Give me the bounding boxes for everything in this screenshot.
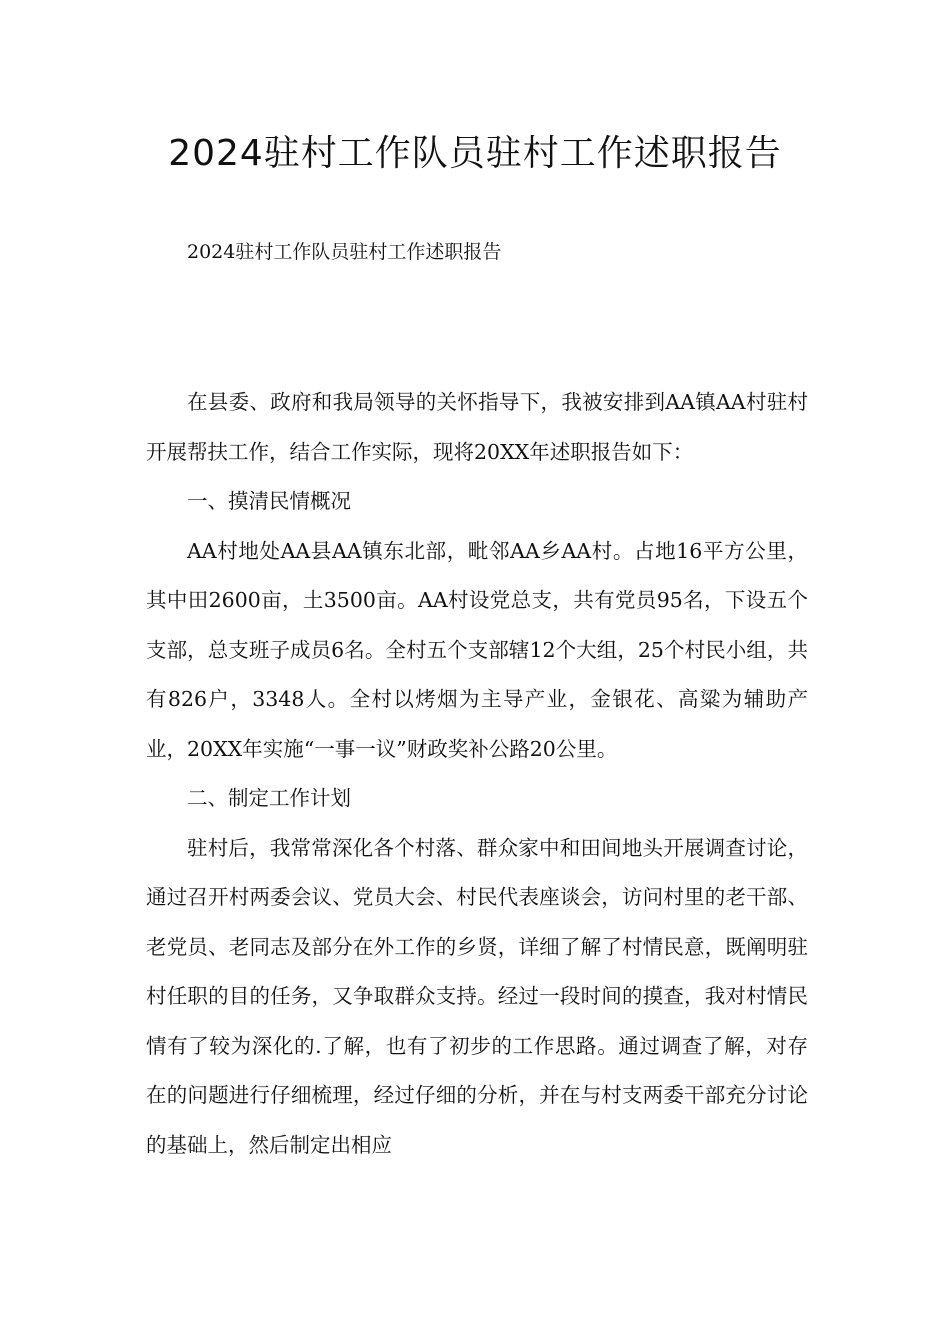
document-body	[146, 378, 808, 1170]
section-heading-2: 二、制定工作计划	[187, 786, 351, 810]
document-title: 2024驻村工作队员驻村工作述职报告	[168, 133, 782, 174]
section-1-paragraph: AA村地处AA县AA镇东北部，毗邻AA乡AA村。占地16平方公里，其中田2600亩，土3500亩。AA村设党总支，共有党员95名，下设五个支部，总支班子成员6名。全村五个支部辖12个大组，25个村民小组，共有826户，3348人。全村以烤烟为主导产业，金银花、高粱为辅助产业，20XX年实施“一事一议”财政奖补公路20公里。	[146, 538, 808, 761]
section-2-paragraph: 驻村后，我常常深化各个村落、群众家中和田间地头开展调查讨论，通过召开村两委会议、党员大会、村民代表座谈会，访问村里的老干部、老党员、老同志及部分在外工作的乡贤，详细了解了村情民意，既阐明驻村任职的目的任务，又争取群众支持。经过一段时间的摸查，我对村情民情有了较为深化的.了解，也有了初步的工作思路。通过调查了解，对存在的问题进行仔细梳理，经过仔细的分析，并在与村支两委干部充分讨论的基础上，然后制定出相应	[146, 835, 808, 1157]
section-heading-1: 一、摸清民情概况	[187, 489, 351, 513]
document-subtitle: 2024驻村工作队员驻村工作述职报告	[187, 241, 502, 263]
intro-paragraph: 在县委、政府和我局领导的关怀指导下，我被安排到AA镇AA村驻村开展帮扶工作，结合工作实际，现将20XX年述职报告如下：	[146, 390, 808, 464]
